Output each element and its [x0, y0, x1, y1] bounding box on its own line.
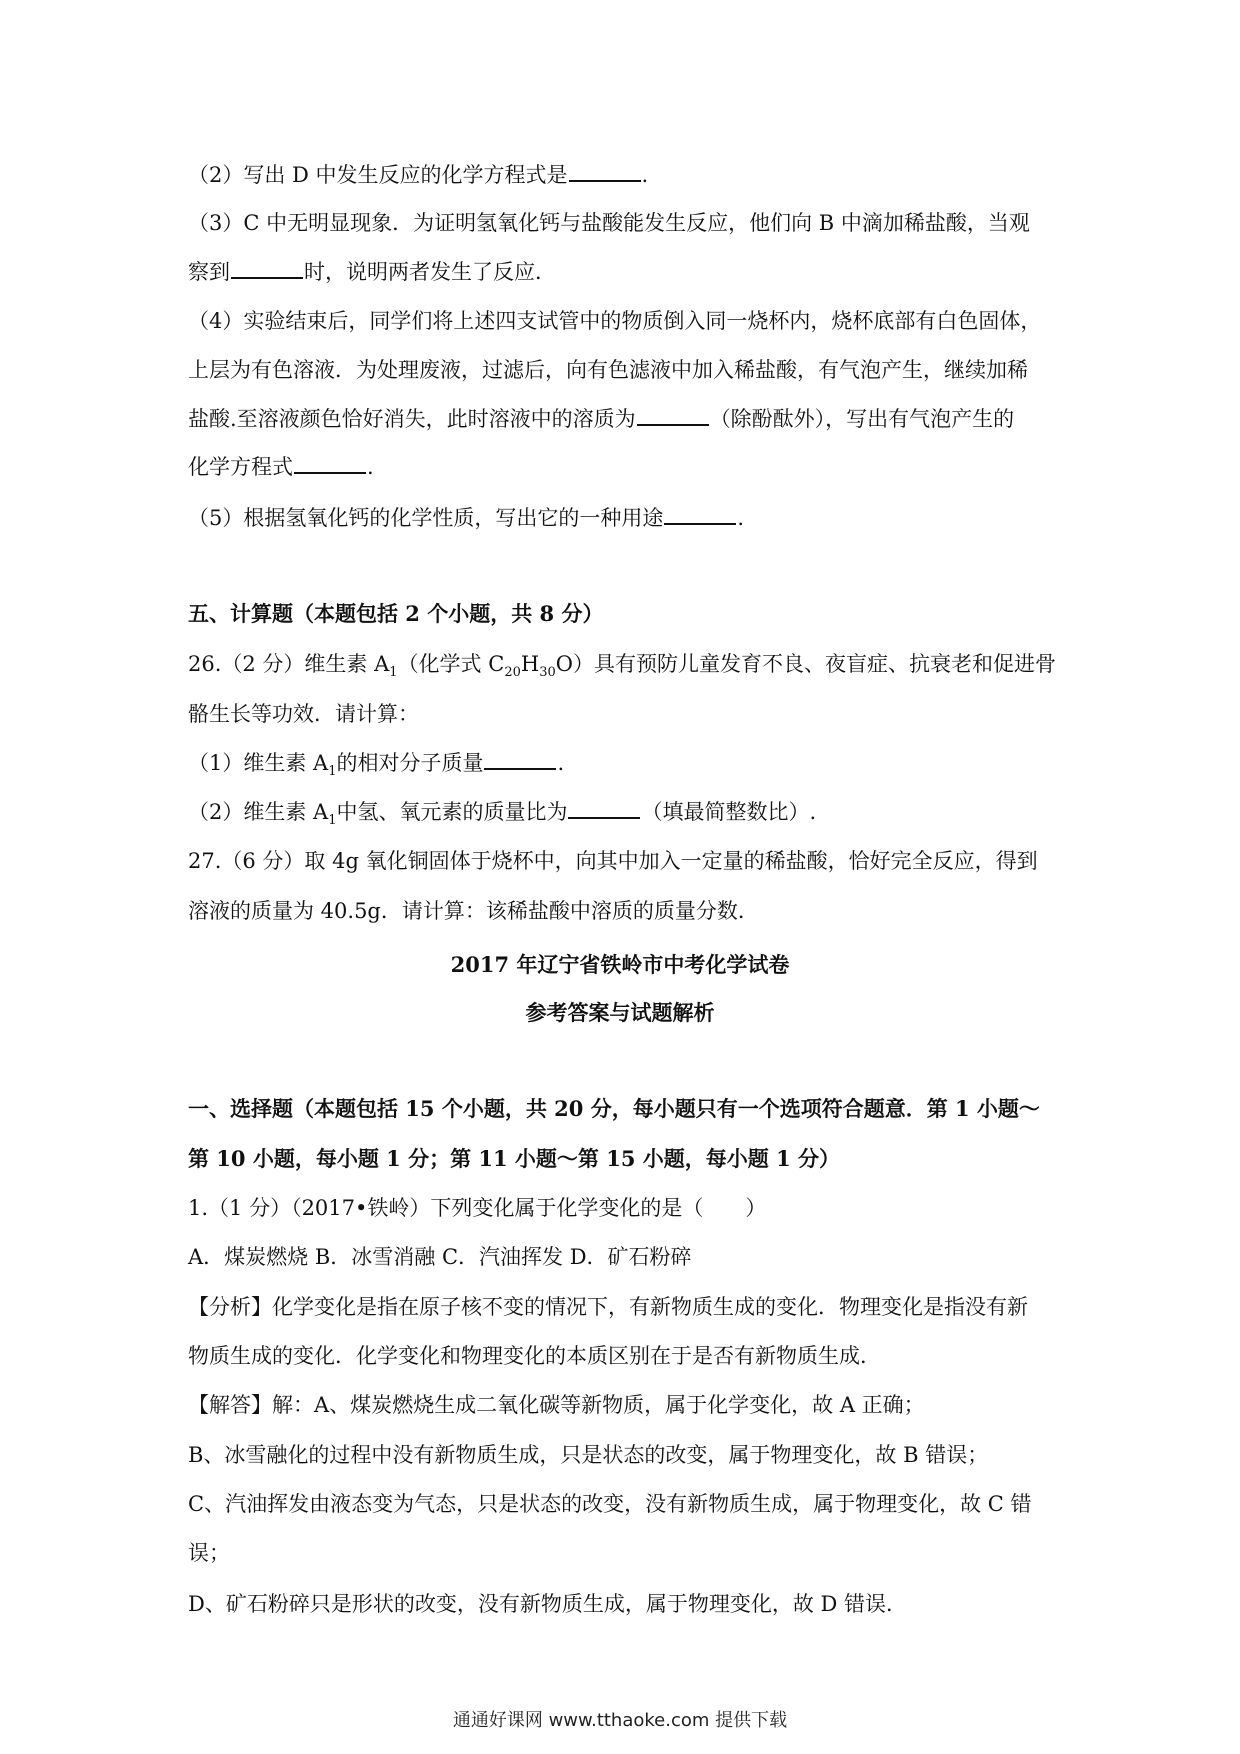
answers-section1-line2: 第 10 小题，每小题 1 分；第 11 小题～第 15 小题，每小题 1 分）: [188, 1146, 841, 1171]
answers-section1-line1: 一、选择题（本题包括 15 个小题，共 20 分，每小题只有一个选项符合题意．第 1 小题～: [188, 1096, 1040, 1121]
page-footer: 通通好课网 www.tthaoke.com 提供下载: [452, 1710, 788, 1731]
answer-blank: [568, 797, 640, 819]
q25-part3-line2: 察到 时，说明两者发生了反应．: [188, 257, 556, 287]
answer-q1: 1.（1 分）（2017•铁岭）下列变化属于化学变化的是（ ）: [188, 1196, 767, 1220]
q27-line1: 27.（6 分）取 4g 氧化铜固体于烧杯中，向其中加入一定量的稀盐酸，恰好完全反应，得到: [188, 849, 1038, 873]
section5-heading: 五、计算题（本题包括 2 个小题，共 8 分）: [188, 601, 604, 626]
analysis-line2: 物质生成的变化．化学变化和物理变化的本质区别在于是否有新物质生成．: [188, 1344, 881, 1368]
answer-blank: [637, 404, 709, 426]
q27-line2: 溶液的质量为 40.5g．请计算：该稀盐酸中溶质的质量分数．: [188, 899, 759, 923]
q26-part1: （1）维生素 $A_1$的相对分子质量 .: [188, 748, 564, 778]
q25-part4-line3: 盐酸.至溶液颜色恰好消失，此时溶液中的溶质为 （除酚酞外），写出有气泡产生的: [188, 404, 1014, 434]
q26-line1: 26.（2 分）维生素 $A_1$（化学式 $C_{20}H_{30}O$）具有预防儿童发育不良、夜盲症、抗衰老和促进骨: [188, 652, 1056, 681]
q25-part2-text: （2）写出 D 中发生反应的化学方程式是: [188, 163, 568, 187]
q25-part3-line1: （3）C 中无明显现象．为证明氢氧化钙与盐酸能发生反应，他们向 B 中滴加稀盐酸，当观: [188, 211, 1030, 235]
answer-blank: [231, 257, 303, 279]
solution-line2: B、冰雪融化的过程中没有新物质生成，只是状态的改变，属于物理变化，故 B 错误；: [188, 1443, 989, 1467]
answer-blank: [664, 503, 736, 525]
solution-line3: C、汽油挥发由液态变为气态，只是状态的改变，没有新物质生成，属于物理变化，故 C 错: [188, 1492, 1032, 1516]
q26-line2: 骼生长等功效．请计算：: [188, 702, 419, 726]
solution-line5: D、矿石粉碎只是形状的改变，没有新物质生成，属于物理变化，故 D 错误．: [188, 1592, 908, 1616]
q25-part4-line1: （4）实验结束后，同学们将上述四支试管中的物质倒入同一烧杯内，烧杯底部有白色固体，: [188, 309, 1042, 333]
q25-part4-line4: 化学方程式 .: [188, 452, 374, 482]
solution-line1: 【解答】解：A、煤炭燃烧生成二氧化碳等新物质，属于化学变化，故 A 正确；: [188, 1393, 925, 1417]
q25-part2: （2）写出 D 中发生反应的化学方程式是 .: [188, 160, 648, 190]
q26-part2: （2）维生素 $A_1$中氢、氧元素的质量比为 （填最简整数比）.: [188, 797, 816, 827]
analysis-line1: 【分析】化学变化是指在原子核不变的情况下，有新物质生成的变化．物理变化是指没有新: [188, 1295, 1028, 1319]
q25-part4-line2: 上层为有色溶液．为处理废液，过滤后，向有色滤液中加入稀盐酸，有气泡产生，继续加稀: [188, 358, 1028, 382]
answer-blank: [484, 748, 556, 770]
answer-blank: [294, 452, 366, 474]
answer-q1-options: A．煤炭燃烧 B．冰雪消融 C．汽油挥发 D．矿石粉碎: [188, 1245, 692, 1269]
answers-title: 2017 年辽宁省铁岭市中考化学试卷: [450, 952, 790, 977]
answers-subtitle: 参考答案与试题解析: [525, 1000, 715, 1025]
q25-part5: （5）根据氢氧化钙的化学性质，写出它的一种用途 .: [188, 503, 744, 533]
answer-blank: [569, 160, 641, 182]
solution-line4: 误；: [188, 1541, 230, 1565]
